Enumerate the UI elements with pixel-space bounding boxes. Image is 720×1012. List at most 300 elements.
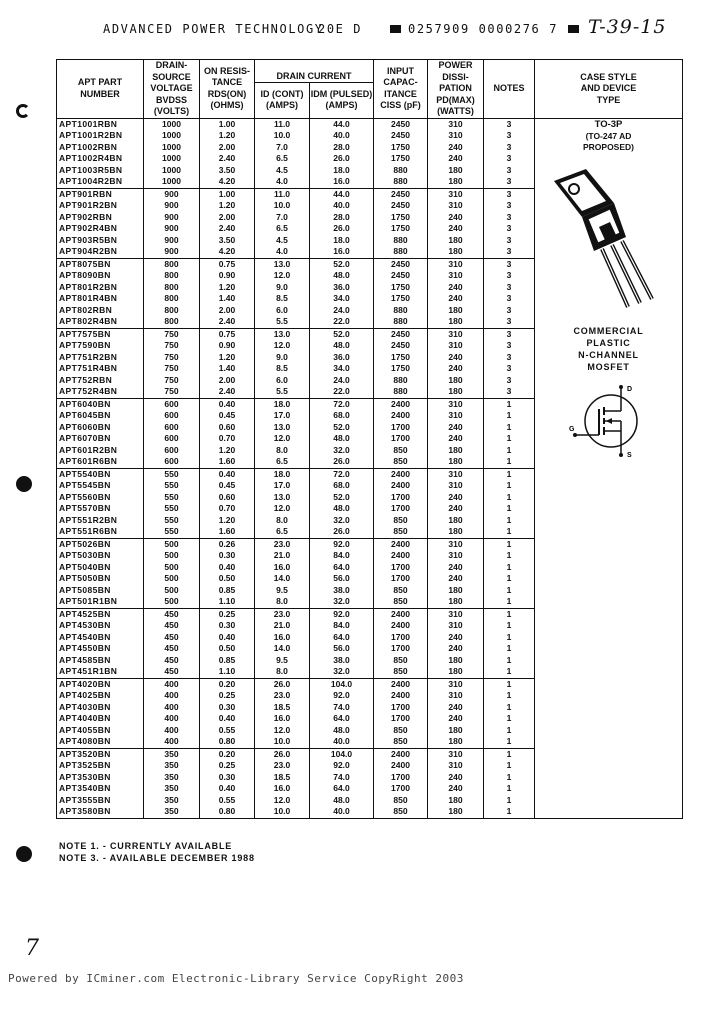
cell-bvdss: 550 [144,492,200,504]
cell-pd-max: 180 [428,375,484,387]
mosfet-spec-table [56,59,683,819]
cell-bvdss: 600 [144,456,200,468]
cell-ciss: 850 [374,445,428,457]
cell-idm-pulsed: 92.0 [310,760,374,772]
cell-bvdss: 550 [144,503,200,515]
cell-part-number: APT752R4BN [57,386,144,398]
cell-part-number: APT5085BN [57,585,144,597]
cell-notes: 1 [484,573,535,585]
cell-rds-on: 0.75 [200,258,255,270]
cell-id-cont: 8.0 [255,515,310,527]
cell-id-cont: 14.0 [255,643,310,655]
cell-id-cont: 13.0 [255,328,310,340]
cell-id-cont: 6.0 [255,305,310,317]
cell-rds-on: 2.40 [200,316,255,328]
cell-notes: 1 [484,492,535,504]
mosfet-symbol-icon [569,381,649,461]
cell-id-cont: 12.0 [255,725,310,737]
cell-notes: 1 [484,526,535,538]
cell-pd-max: 180 [428,795,484,807]
cell-pd-max: 310 [428,340,484,352]
punch-hole-icon [16,846,32,862]
package-subtitle: (TO-247 AD [585,130,632,141]
cell-pd-max: 240 [428,643,484,655]
cell-idm-pulsed: 92.0 [310,690,374,702]
cell-ciss: 880 [374,235,428,247]
cell-rds-on: 0.20 [200,678,255,690]
cell-bvdss: 900 [144,235,200,247]
pin-label-gate: G [568,425,574,433]
cell-part-number: APT551R6BN [57,526,144,538]
cell-id-cont: 10.0 [255,806,310,818]
col-header-notes: NOTES [484,60,535,119]
cell-notes: 3 [484,270,535,282]
cell-id-cont: 13.0 [255,492,310,504]
cell-ciss: 1750 [374,293,428,305]
cell-part-number: APT902RBN [57,212,144,224]
cell-part-number: APT5030BN [57,550,144,562]
cell-id-cont: 8.0 [255,445,310,457]
cell-id-cont: 6.5 [255,456,310,468]
cell-ciss: 1750 [374,223,428,235]
cell-rds-on: 1.60 [200,456,255,468]
cell-ciss: 1700 [374,422,428,434]
cell-idm-pulsed: 64.0 [310,713,374,725]
cell-part-number: APT5040BN [57,562,144,574]
cell-notes: 1 [484,608,535,620]
cell-idm-pulsed: 48.0 [310,340,374,352]
notes-section [59,840,255,864]
cell-bvdss: 350 [144,795,200,807]
cell-notes: 1 [484,620,535,632]
cell-idm-pulsed: 40.0 [310,736,374,748]
cell-rds-on: 4.20 [200,246,255,258]
cell-notes: 1 [484,538,535,550]
cell-rds-on: 0.45 [200,480,255,492]
package-name: TO-3P [594,118,623,130]
cell-notes: 3 [484,130,535,142]
cell-rds-on: 0.26 [200,538,255,550]
cell-notes: 1 [484,690,535,702]
cell-rds-on: 0.90 [200,340,255,352]
page-header [0,18,720,44]
cell-part-number: APT8090BN [57,270,144,282]
cell-id-cont: 23.0 [255,760,310,772]
cell-rds-on: 0.50 [200,573,255,585]
col-header-rds: ON RESIS-TANCE RDS(ON) (OHMS) [200,60,255,119]
cell-ciss: 880 [374,375,428,387]
cell-ciss: 1700 [374,562,428,574]
cell-idm-pulsed: 32.0 [310,445,374,457]
cell-id-cont: 4.0 [255,176,310,188]
cell-idm-pulsed: 28.0 [310,212,374,224]
cell-pd-max: 310 [428,538,484,550]
cell-bvdss: 750 [144,386,200,398]
cell-pd-max: 180 [428,386,484,398]
cell-pd-max: 180 [428,736,484,748]
cell-part-number: APT4530BN [57,620,144,632]
cell-id-cont: 9.5 [255,585,310,597]
cell-bvdss: 550 [144,468,200,480]
cell-idm-pulsed: 22.0 [310,316,374,328]
cell-rds-on: 0.30 [200,702,255,714]
cell-ciss: 880 [374,305,428,317]
cell-id-cont: 4.0 [255,246,310,258]
cell-ciss: 1700 [374,573,428,585]
cell-bvdss: 500 [144,538,200,550]
cell-rds-on: 0.55 [200,725,255,737]
cell-pd-max: 240 [428,713,484,725]
cell-ciss: 1750 [374,363,428,375]
cell-pd-max: 310 [428,258,484,270]
cell-bvdss: 750 [144,328,200,340]
cell-ciss: 2400 [374,620,428,632]
cell-rds-on: 0.50 [200,643,255,655]
cell-pd-max: 310 [428,678,484,690]
cell-ciss: 850 [374,666,428,678]
cell-idm-pulsed: 48.0 [310,795,374,807]
cell-ciss: 2400 [374,748,428,760]
col-header-id: ID (CONT) (AMPS) [255,83,310,118]
cell-bvdss: 450 [144,643,200,655]
cell-rds-on: 0.85 [200,655,255,667]
cell-bvdss: 500 [144,596,200,608]
punch-hole-icon [16,104,30,118]
punch-hole-icon [16,476,32,492]
cell-part-number: APT4525BN [57,608,144,620]
cell-idm-pulsed: 32.0 [310,596,374,608]
cell-idm-pulsed: 34.0 [310,363,374,375]
cell-rds-on: 1.20 [200,352,255,364]
cell-rds-on: 0.25 [200,760,255,772]
page-mark: 7 [25,936,39,961]
cell-notes: 3 [484,328,535,340]
cell-id-cont: 13.0 [255,422,310,434]
cell-notes: 1 [484,515,535,527]
cell-idm-pulsed: 74.0 [310,772,374,784]
cell-part-number: APT451R1BN [57,666,144,678]
cell-ciss: 850 [374,596,428,608]
table-row [57,118,683,130]
cell-ciss: 1700 [374,632,428,644]
cell-idm-pulsed: 26.0 [310,526,374,538]
cell-id-cont: 16.0 [255,632,310,644]
device-description: COMMERCIAL [573,325,644,336]
cell-bvdss: 500 [144,550,200,562]
cell-notes: 1 [484,562,535,574]
cell-part-number: APT903R5BN [57,235,144,247]
cell-part-number: APT901RBN [57,188,144,200]
cell-idm-pulsed: 72.0 [310,398,374,410]
cell-pd-max: 180 [428,585,484,597]
cell-pd-max: 240 [428,223,484,235]
cell-notes: 3 [484,340,535,352]
cell-pd-max: 180 [428,655,484,667]
cell-pd-max: 240 [428,293,484,305]
cell-idm-pulsed: 74.0 [310,702,374,714]
cell-rds-on: 0.25 [200,608,255,620]
cell-notes: 1 [484,632,535,644]
cell-part-number: APT3555BN [57,795,144,807]
cell-id-cont: 26.0 [255,748,310,760]
cell-idm-pulsed: 28.0 [310,142,374,154]
cell-bvdss: 600 [144,410,200,422]
cell-idm-pulsed: 40.0 [310,200,374,212]
cell-rds-on: 0.80 [200,806,255,818]
cell-bvdss: 800 [144,293,200,305]
cell-pd-max: 180 [428,445,484,457]
col-header-case: CASE STYLE AND DEVICE TYPE [535,60,683,119]
cell-ciss: 1750 [374,142,428,154]
cell-rds-on: 1.20 [200,282,255,294]
cell-part-number: APT4080BN [57,736,144,748]
cell-rds-on: 0.40 [200,398,255,410]
cell-part-number: APT6040BN [57,398,144,410]
cell-notes: 1 [484,748,535,760]
cell-rds-on: 0.55 [200,795,255,807]
cell-pd-max: 310 [428,118,484,130]
cell-id-cont: 21.0 [255,620,310,632]
cell-id-cont: 13.0 [255,258,310,270]
cell-id-cont: 10.0 [255,736,310,748]
cell-rds-on: 1.60 [200,526,255,538]
cell-pd-max: 310 [428,410,484,422]
cell-notes: 1 [484,666,535,678]
cell-idm-pulsed: 44.0 [310,118,374,130]
cell-bvdss: 1000 [144,142,200,154]
cell-ciss: 850 [374,795,428,807]
cell-bvdss: 600 [144,445,200,457]
cell-notes: 3 [484,153,535,165]
cell-pd-max: 240 [428,363,484,375]
cell-id-cont: 23.0 [255,608,310,620]
cell-notes: 3 [484,246,535,258]
cell-pd-max: 180 [428,305,484,317]
cell-id-cont: 18.5 [255,772,310,784]
cell-part-number: APT751R4BN [57,363,144,375]
cell-ciss: 1700 [374,492,428,504]
cell-pd-max: 180 [428,246,484,258]
package-panel [535,119,682,461]
cell-pd-max: 240 [428,282,484,294]
cell-part-number: APT801R2BN [57,282,144,294]
cell-part-number: APT1002RBN [57,142,144,154]
cell-part-number: APT6045BN [57,410,144,422]
cell-notes: 3 [484,363,535,375]
cell-part-number: APT902R4BN [57,223,144,235]
cell-bvdss: 800 [144,282,200,294]
cell-pd-max: 240 [428,562,484,574]
cell-bvdss: 1000 [144,130,200,142]
cell-part-number: APT751R2BN [57,352,144,364]
cell-part-number: APT6070BN [57,433,144,445]
cell-bvdss: 1000 [144,165,200,177]
cell-rds-on: 2.00 [200,305,255,317]
cell-id-cont: 4.5 [255,165,310,177]
cell-part-number: APT601R6BN [57,456,144,468]
cell-part-number: APT4025BN [57,690,144,702]
cell-rds-on: 1.20 [200,445,255,457]
cell-ciss: 2400 [374,468,428,480]
cell-id-cont: 17.0 [255,480,310,492]
cell-id-cont: 8.5 [255,293,310,305]
cell-notes: 3 [484,188,535,200]
cell-idm-pulsed: 32.0 [310,515,374,527]
cell-bvdss: 350 [144,772,200,784]
cell-notes: 3 [484,235,535,247]
cell-id-cont: 18.0 [255,398,310,410]
cell-idm-pulsed: 64.0 [310,783,374,795]
cell-part-number: APT802R4BN [57,316,144,328]
cell-ciss: 1700 [374,783,428,795]
cell-rds-on: 0.40 [200,562,255,574]
cell-bvdss: 600 [144,422,200,434]
cell-idm-pulsed: 56.0 [310,573,374,585]
cell-part-number: APT1001RBN [57,118,144,130]
cell-notes: 3 [484,118,535,130]
cell-id-cont: 23.0 [255,538,310,550]
cell-ciss: 2400 [374,678,428,690]
cell-idm-pulsed: 48.0 [310,270,374,282]
cell-ciss: 880 [374,386,428,398]
cell-rds-on: 1.20 [200,515,255,527]
cell-id-cont: 8.5 [255,363,310,375]
cell-notes: 3 [484,258,535,270]
cell-ciss: 2400 [374,690,428,702]
cell-bvdss: 550 [144,515,200,527]
cell-bvdss: 400 [144,690,200,702]
cell-bvdss: 900 [144,223,200,235]
cell-rds-on: 0.40 [200,632,255,644]
cell-notes: 1 [484,468,535,480]
cell-bvdss: 750 [144,340,200,352]
cell-idm-pulsed: 52.0 [310,328,374,340]
cell-idm-pulsed: 48.0 [310,503,374,515]
cell-idm-pulsed: 52.0 [310,422,374,434]
cell-part-number: APT551R2BN [57,515,144,527]
cell-pd-max: 240 [428,433,484,445]
cell-ciss: 2400 [374,760,428,772]
cell-rds-on: 0.40 [200,468,255,480]
cell-pd-max: 310 [428,620,484,632]
cell-ciss: 850 [374,806,428,818]
cell-ciss: 1750 [374,282,428,294]
cell-pd-max: 240 [428,503,484,515]
cell-pd-max: 310 [428,200,484,212]
col-header-drain-current: DRAIN CURRENT [255,60,374,83]
cell-id-cont: 18.0 [255,468,310,480]
pin-label-drain: D [626,385,632,393]
note-1: NOTE 1. - CURRENTLY AVAILABLE [59,841,233,851]
cell-notes: 1 [484,736,535,748]
cell-id-cont: 23.0 [255,690,310,702]
cell-notes: 3 [484,200,535,212]
cell-idm-pulsed: 84.0 [310,620,374,632]
cell-bvdss: 450 [144,608,200,620]
cell-idm-pulsed: 16.0 [310,246,374,258]
cell-ciss: 2450 [374,258,428,270]
cell-ciss: 2450 [374,118,428,130]
cell-pd-max: 310 [428,188,484,200]
cell-notes: 1 [484,702,535,714]
cell-pd-max: 310 [428,748,484,760]
cell-rds-on: 0.40 [200,713,255,725]
cell-ciss: 2450 [374,130,428,142]
cell-idm-pulsed: 36.0 [310,352,374,364]
cell-bvdss: 500 [144,573,200,585]
cell-idm-pulsed: 24.0 [310,305,374,317]
cell-pd-max: 310 [428,270,484,282]
cell-ciss: 2450 [374,328,428,340]
cell-part-number: APT3540BN [57,783,144,795]
cell-id-cont: 9.5 [255,655,310,667]
cell-part-number: APT3530BN [57,772,144,784]
cell-id-cont: 11.0 [255,118,310,130]
cell-rds-on: 2.00 [200,212,255,224]
cell-rds-on: 1.40 [200,293,255,305]
cell-idm-pulsed: 32.0 [310,666,374,678]
cell-id-cont: 16.0 [255,713,310,725]
cell-pd-max: 310 [428,690,484,702]
cell-id-cont: 12.0 [255,433,310,445]
cell-notes: 1 [484,503,535,515]
cell-idm-pulsed: 18.0 [310,235,374,247]
cell-pd-max: 310 [428,608,484,620]
cell-notes: 3 [484,375,535,387]
cell-bvdss: 800 [144,316,200,328]
col-header-bvdss: DRAIN-SOURCE VOLTAGE BVDSS (VOLTS) [144,60,200,119]
cell-pd-max: 240 [428,212,484,224]
cell-pd-max: 180 [428,165,484,177]
cell-idm-pulsed: 68.0 [310,410,374,422]
cell-bvdss: 900 [144,200,200,212]
cell-pd-max: 310 [428,328,484,340]
col-header-part: APT PART NUMBER [57,60,144,119]
cell-notes: 1 [484,422,535,434]
cell-ciss: 2400 [374,608,428,620]
cell-idm-pulsed: 64.0 [310,632,374,644]
cell-notes: 3 [484,212,535,224]
cell-pd-max: 240 [428,772,484,784]
spec-table-body [57,118,683,818]
cell-bvdss: 350 [144,748,200,760]
cell-rds-on: 0.90 [200,270,255,282]
cell-notes: 3 [484,352,535,364]
cell-idm-pulsed: 26.0 [310,153,374,165]
cell-id-cont: 7.0 [255,212,310,224]
cell-idm-pulsed: 64.0 [310,562,374,574]
cell-id-cont: 10.0 [255,200,310,212]
cell-pd-max: 310 [428,398,484,410]
cell-id-cont: 17.0 [255,410,310,422]
cell-part-number: APT752RBN [57,375,144,387]
cell-bvdss: 1000 [144,118,200,130]
cell-pd-max: 240 [428,153,484,165]
cell-rds-on: 0.75 [200,328,255,340]
cell-bvdss: 400 [144,678,200,690]
cell-idm-pulsed: 26.0 [310,456,374,468]
cell-ciss: 2400 [374,398,428,410]
cell-pd-max: 180 [428,316,484,328]
cell-bvdss: 500 [144,562,200,574]
cell-ciss: 2400 [374,410,428,422]
cell-notes: 1 [484,678,535,690]
cell-pd-max: 180 [428,526,484,538]
cell-ciss: 850 [374,456,428,468]
cell-part-number: APT4055BN [57,725,144,737]
cell-id-cont: 7.0 [255,142,310,154]
cell-pd-max: 310 [428,480,484,492]
